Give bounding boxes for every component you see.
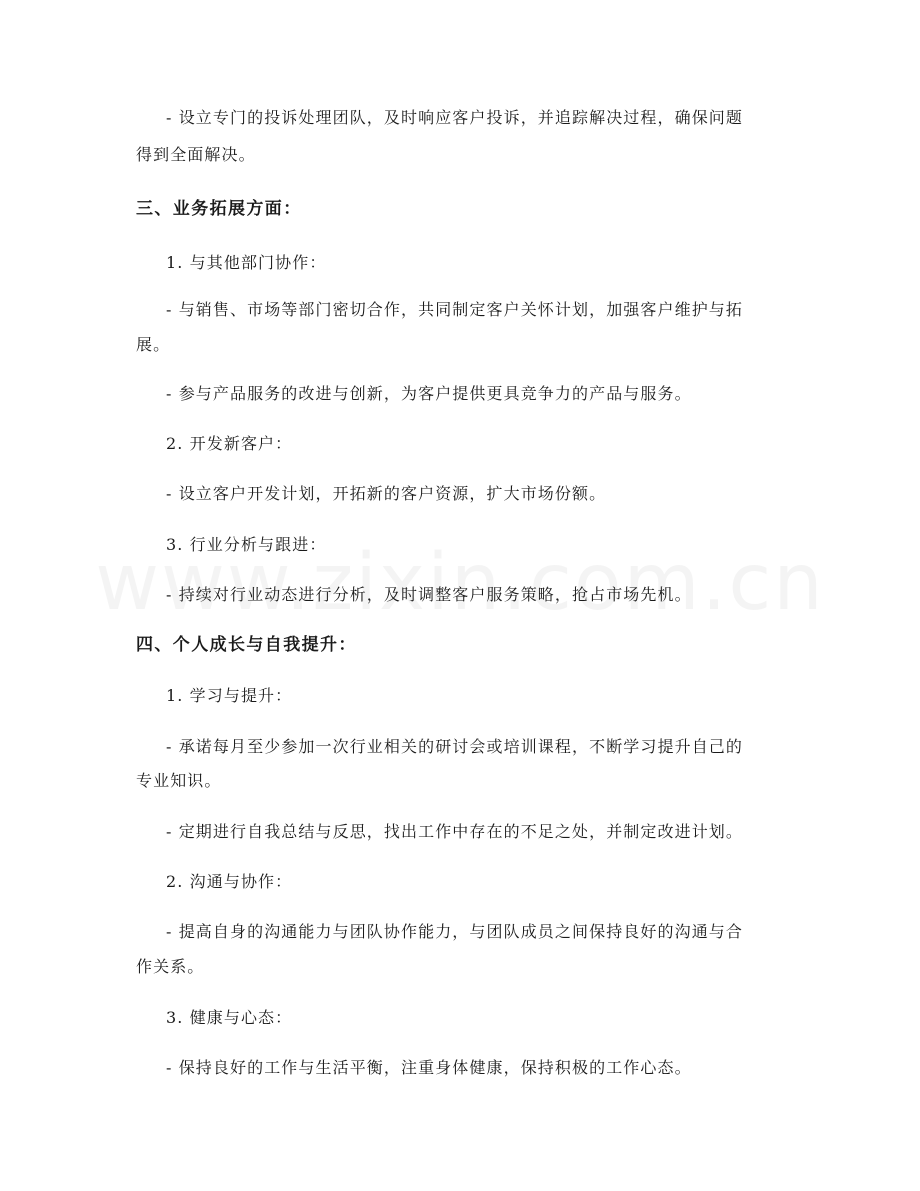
paragraph-line: - 持续对行业动态进行分析，及时调整客户服务策略，抢占市场先机。	[166, 585, 692, 604]
watermark	[0, 538, 920, 628]
paragraph-line: 展。	[136, 335, 171, 354]
section-heading: 三、业务拓展方面：	[136, 199, 302, 219]
section-heading: 四、个人成长与自我提升：	[136, 635, 357, 655]
paragraph-line: - 设立客户开发计划，开拓新的客户资源，扩大市场份额。	[166, 484, 607, 503]
paragraph-line: - 保持良好的工作与生活平衡，注重身体健康，保持积极的工作心态。	[166, 1058, 692, 1077]
paragraph-line: - 与销售、市场等部门密切合作，共同制定客户关怀计划，加强客户维护与拓	[166, 300, 743, 319]
paragraph-line: - 定期进行自我总结与反思，找出工作中存在的不足之处，并制定改进计划。	[166, 822, 743, 841]
paragraph-line: 得到全面解决。	[136, 145, 256, 164]
paragraph-line: 专业知识。	[136, 771, 222, 790]
paragraph-line: - 承诺每月至少参加一次行业相关的研讨会或培训课程，不断学习提升自己的	[166, 737, 743, 756]
paragraph-line: - 设立专门的投诉处理团队，及时响应客户投诉，并追踪解决过程，确保问题	[166, 108, 743, 127]
paragraph-line: - 提高自身的沟通能力与团队协作能力，与团队成员之间保持良好的沟通与合	[166, 922, 743, 941]
subheading: 3. 健康与心态：	[166, 1008, 293, 1027]
subheading: 1. 与其他部门协作：	[166, 253, 327, 272]
paragraph-line: 作关系。	[136, 957, 205, 976]
subheading: 2. 沟通与协作：	[166, 872, 293, 891]
subheading: 3. 行业分析与跟进：	[166, 535, 327, 554]
subheading: 2. 开发新客户：	[166, 434, 293, 453]
paragraph-line: - 参与产品服务的改进与创新，为客户提供更具竞争力的产品与服务。	[166, 384, 692, 403]
subheading: 1. 学习与提升：	[166, 686, 293, 705]
